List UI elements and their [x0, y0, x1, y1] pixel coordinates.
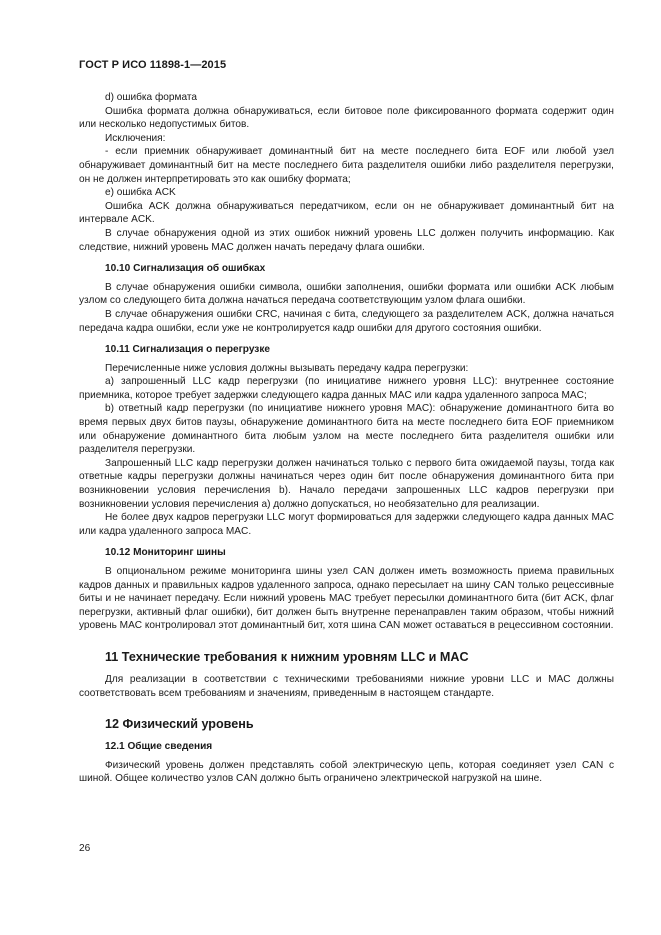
list-item-b: b) ответный кадр перегрузки (по инициативе нижнего уровня MAC): обнаружение доминантного бита во время первых двух битов паузы, обнаружение доминантного бита на месте последнего бита EOF приемником или обнаружение доминантного бита любым узлом на месте последнего бита разделителя ошибки или разделителя перегрузки. — [79, 403, 614, 456]
paragraph: Перечисленные ниже условия должны вызывать передачу кадра перегрузки: — [105, 362, 469, 374]
paragraph: В случае обнаружения ошибки символа, ошибки заполнения, ошибки формата или ошибки ACK любым узлом со следующего бита должна начаться передача соответствующим узлом флага ошибки. — [79, 281, 614, 307]
paragraph: В случае обнаружения ошибки CRC, начиная с бита, следующего за разделителем ACK, должна начаться передача кадра ошибки, если уже не контролируется кадр ошибки для другого состояния ошибки. — [79, 308, 614, 334]
paragraph: Не более двух кадров перегрузки LLC могут формироваться для задержки следующего кадра данных MAC или кадра удаленного запроса MAC. — [79, 512, 614, 537]
paragraph: Физический уровень должен представлять собой электрическую цепь, которая соединяет узел CAN с шиной. Общее количество узлов CAN должно быть ограничено электрической нагрузкой на шине. — [79, 759, 614, 785]
paragraph: Ошибка ACK должна обнаруживаться передатчиком, если он не обнаруживает доминантный бит на интервале ACK. — [79, 200, 614, 226]
paragraph: Исключения: — [105, 132, 166, 144]
paragraph: В опциональном режиме мониторинга шины узел CAN должен иметь возможность приема правильных кадров данных и правильных кадров удаленного запроса, однако пересылает на шину CAN только рецессивные биты и не начинает передачу. Если нижний уровень MAC требует пересылки доминантного бита (бит ACK, флаг перегрузки, активный флаг ошибки), бит должен быть внутренне перенаправлен таким образом, чтобы нижний уровень MAC контролировал этот доминантный бит, хотя шина CAN может оставаться в рецессивном состоянии. — [79, 566, 614, 632]
list-item-d: d) ошибка формата — [105, 92, 197, 103]
section-heading-12: 12 Физический уровень — [105, 717, 254, 732]
section-heading-12-1: 12.1 Общие сведения — [105, 741, 213, 753]
list-item-e: e) ошибка ACK — [105, 187, 176, 199]
paragraph: Ошибка формата должна обнаруживаться, если битовое поле фиксированного формата содержит один или несколько недопустимых битов. — [79, 105, 614, 131]
section-heading-11: 11 Технические требования к нижним уровням LLC и MAC — [105, 649, 469, 664]
paragraph: Запрошенный LLC кадр перегрузки должен начинаться только с первого бита ожидаемой паузы, тогда как ответные кадры перегрузки должны начинаться через один бит после обнаружения доминантного бита при возникновении условия перечисления b). Начало передачи запрошенных LLC кадров перегрузки при возникновении условия перечисления a) должно допускаться, но необязательно для реализации. — [79, 457, 614, 510]
section-heading-10-11: 10.11 Сигнализация о перегрузке — [105, 344, 270, 356]
section-heading-10-12: 10.12 Мониторинг шины — [105, 547, 226, 559]
section-heading-10-10: 10.10 Сигнализация об ошибках — [105, 263, 266, 275]
paragraph: - если приемник обнаруживает доминантный бит на месте последнего бита EOF или любой узел обнаруживает доминантный бит на месте последнего бита разделителя ошибки либо разделителя перегрузки, он не должен интерпретировать это как ошибку формата; — [79, 146, 614, 185]
page-number: 26 — [79, 843, 91, 854]
paragraph: В случае обнаружения одной из этих ошибок нижний уровень LLC должен получить информацию. Как следствие, нижний уровень MAC должен начать передачу флага ошибки. — [79, 227, 614, 253]
document-body — [79, 91, 614, 786]
list-item-a: a) запрошенный LLC кадр перегрузки (по инициативе нижнего уровня LLC): внутреннее состояние приемника, которое требует задержки следующего кадра данных MAC или кадра удаленного запроса MAC; — [79, 376, 614, 401]
paragraph: Для реализации в соответствии с техническими требованиями нижние уровни LLC и MAC должны соответствовать всем требованиям и значениям, приведенным в настоящем стандарте. — [79, 673, 614, 699]
document-header: ГОСТ Р ИСО 11898-1—2015 — [79, 59, 227, 71]
